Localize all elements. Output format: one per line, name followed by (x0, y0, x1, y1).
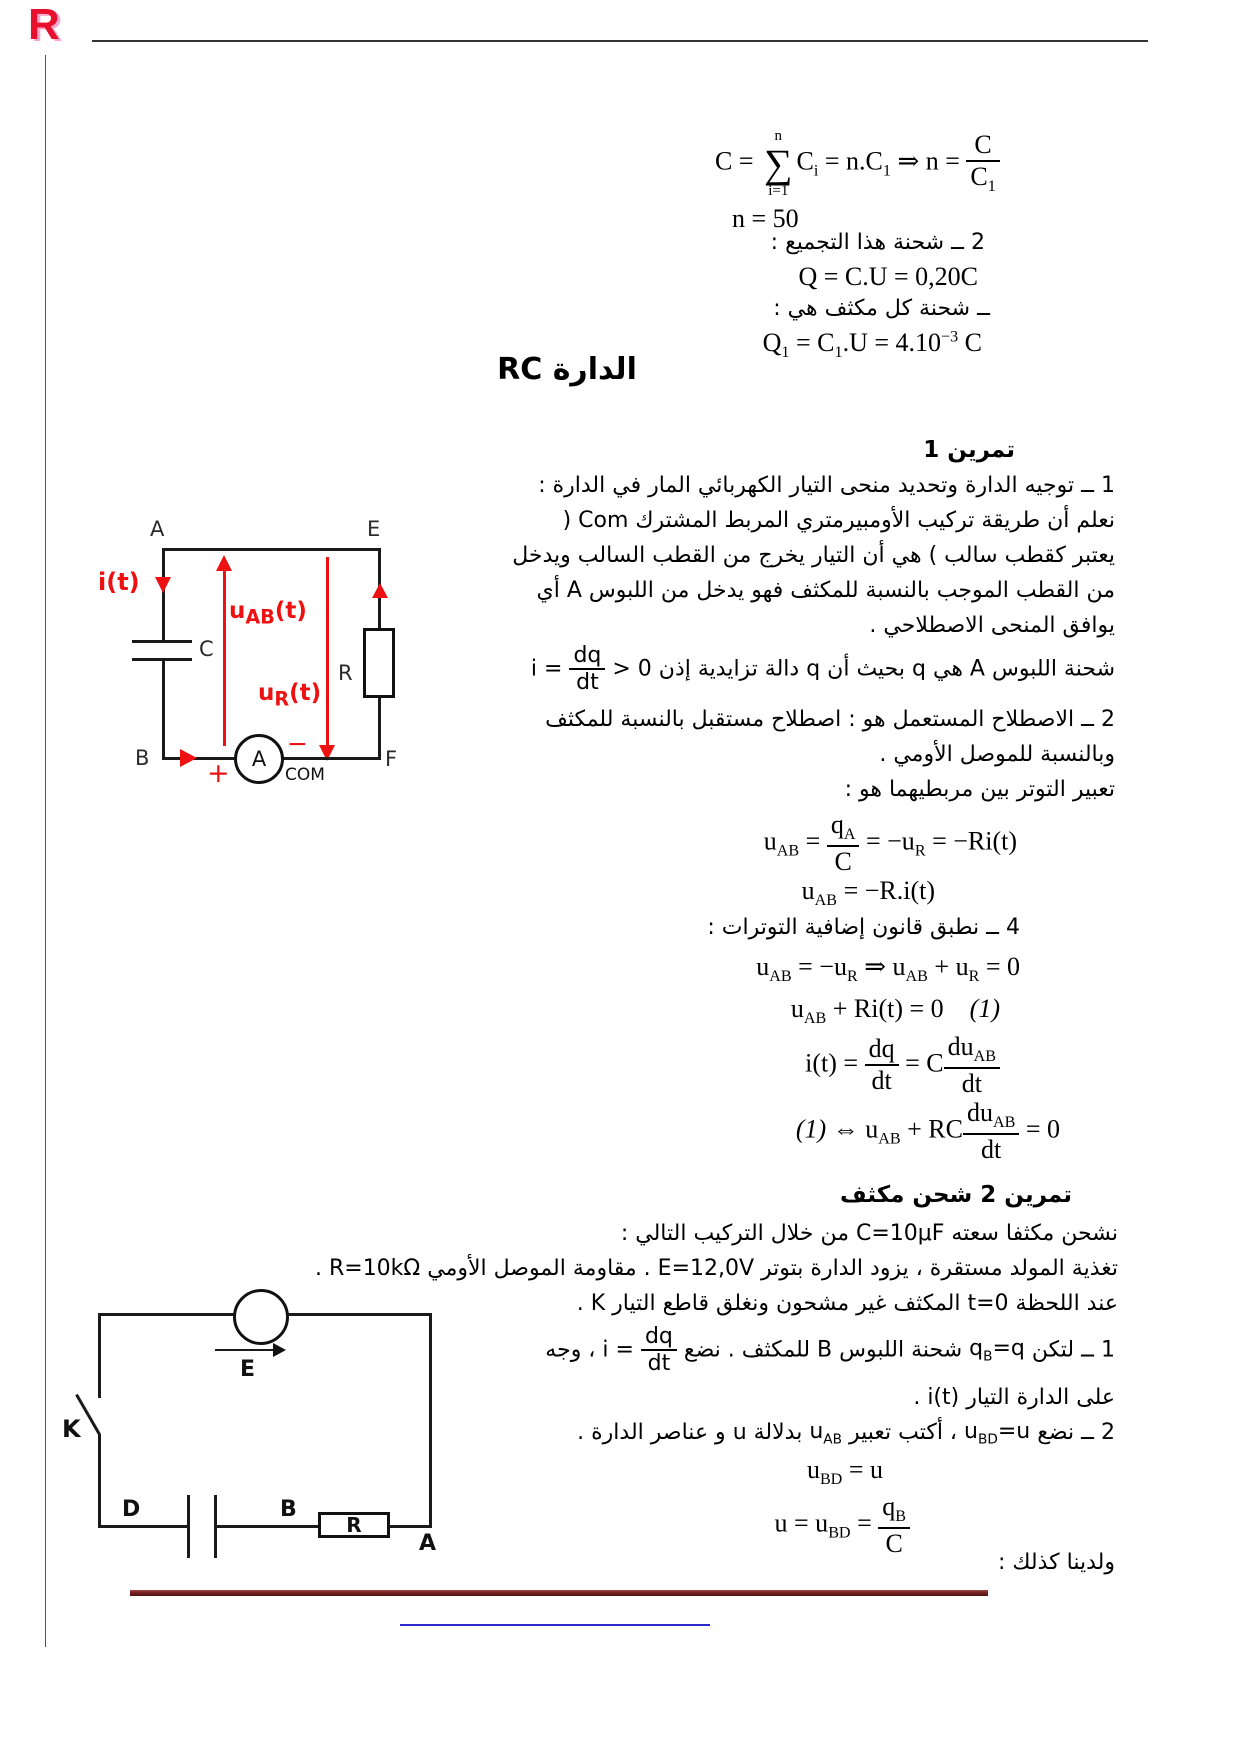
exercise1-paragraph2: 2 ــ الاصطلاح المستعمل هو : اصطلاح مستقبل بالنسبة للمكثف وبالنسبة للموصل الأومي . تعبير التوتر بين مربطيهما هو : (545, 707, 1115, 802)
ur-voltage-label: $u_R(t)$ (258, 680, 322, 711)
label-voltage-law: 4 ــ نطبق قانون إضافية التوترات : (707, 915, 1020, 940)
exercise1-paragraph1: 1 ــ توجيه الدارة وتحديد منحى التيار الكهربائي المار في الدارة : نعلم أن طريقة تركيب الأومبيرمتري المربط المشترك Com ( يعتبر كقطب سالب ) هي أن التيار يخرج من القطب السالب ويدخل من القطب الموجب بالنسبة للمكثف فهو يدخل من اللبوس A أي يوافق المنحى الاصطلاحي . (512, 473, 1115, 638)
resistor-box (363, 628, 395, 698)
ammeter (234, 734, 284, 784)
generator-circle (233, 1289, 289, 1345)
uab-voltage-label: $u_{AB}(t)$ (229, 598, 307, 629)
node-b-label: B (135, 746, 150, 770)
exercise2-question1-line2: على الدارة التيار i(t) . (913, 1385, 1115, 1410)
resistor-label: R (346, 1513, 362, 1537)
wire-left-upper (98, 1313, 101, 1398)
formula-total-charge: Q = C.U = 0,20C (798, 262, 978, 291)
formula-law-2: $u_{AB} + Ri(t) = 0$ (1) (790, 994, 1000, 1028)
ammeter-plus-label: + (207, 758, 230, 789)
left-margin-rule (45, 55, 46, 1647)
uab-arrowhead-up-icon (216, 555, 232, 571)
formula-ubd: $u_{BD} = u$ (806, 1455, 883, 1489)
formula-current: i(t) = $\frac{dq}{dt}$ = C $\frac{du_{AB}}{dt}$ (805, 1032, 1000, 1099)
wire-bottom-1 (98, 1525, 190, 1528)
formula-uab-2: $u_{AB} = -R.i(t)$ (801, 876, 935, 910)
switch-label: K (62, 1415, 81, 1443)
formula-each-charge: $Q_1 = C_1.U = 4.10^{-3}$ C (762, 328, 982, 362)
generator-arrow-line (215, 1349, 275, 1351)
ammeter-com-label: COM (285, 765, 325, 785)
page-title: الدارة RC (497, 352, 637, 387)
ur-arrow-line (326, 557, 329, 745)
current-arrow-label: i(t) (98, 568, 140, 596)
wire-bottom-3 (390, 1525, 432, 1528)
generator-label: E (240, 1357, 256, 1382)
current-arrowhead-right-icon (180, 749, 197, 767)
wire-right-lower (378, 698, 381, 759)
formula-n-value: n = 50 (732, 204, 799, 233)
node-f-label: F (385, 747, 398, 771)
wire-bottom-2 (217, 1525, 318, 1528)
label-each-capacitor-charge: ــ شحنة كل مكثف هي : (773, 296, 990, 321)
node-b-label: B (280, 1497, 297, 1522)
wire-right (429, 1313, 432, 1528)
node-d-label: D (122, 1497, 141, 1522)
capacitor-plate-left (187, 1495, 190, 1558)
header-rule (92, 40, 1148, 42)
formula-final-ode: (1) ⇔ $u_{AB}$ + RC $\frac{du_{AB}}{dt}$ = 0 (795, 1098, 1060, 1164)
uab-arrow-line (223, 570, 226, 746)
ammeter-label: A (251, 747, 267, 771)
generator-arrowhead-right-icon (273, 1343, 286, 1357)
wire-top (162, 548, 381, 551)
exercise1-heading: تمرين 1 (923, 437, 1015, 463)
footer-blue-rule (400, 1624, 710, 1626)
wire-left-upper (162, 548, 165, 640)
capacitor-plate-top (132, 640, 192, 643)
right-branch-arrowhead-up-icon (372, 583, 388, 598)
node-a-label: A (419, 1531, 437, 1556)
ammeter-minus-label: − (287, 729, 308, 758)
exercise2-question1-line1: 1 ــ لتكن $q_B=q$ شحنة اللبوس B للمكثف . نضع i = $\frac{dq}{dt}$ ، وجه (545, 1324, 1115, 1377)
wire-left-lower (162, 661, 165, 757)
formula-u-qb: $u = u_{BD}$ = $\frac{q_B}{C}$ (775, 1492, 910, 1559)
capacitor-label: C (199, 637, 214, 661)
current-arrowhead-down-icon (155, 577, 171, 593)
footer-maroon-rule (130, 1590, 988, 1596)
exercise2-paragraph1: نشحن مكثفا سعته C=10μF من خلال التركيب التالي : تغذية المولد مستقرة ، يزود الدارة بتوتر E=12,0V . مقاومة الموصل الأومي R=10kΩ . عند اللحظة t=0 المكثف غير مشحون ونغلق قاطع التيار K . (314, 1221, 1118, 1316)
node-a-label: A (150, 517, 165, 541)
circuit-diagram-1 (95, 515, 398, 805)
circuit-diagram-2 (60, 1285, 440, 1575)
wire-left-lower (98, 1434, 101, 1528)
exercise2-heading: تمرين 2 شحن مكثف (839, 1182, 1072, 1208)
exercise1-charge-line: شحنة اللبوس A هي q بحيث أن q دالة تزايدية إذن i = $\frac{dq}{dt}$ > 0 (530, 643, 1115, 696)
resistor-label: R (338, 661, 353, 685)
formula-capacitor-sum: C = n ∑ i=1 $C_i = n.C_1$ ⇒ n = $\frac{C}{C_1}$ (715, 128, 1000, 199)
exercise2-question2-line: 2 ــ نضع $u_{BD}=u$ ، أكتب تعبير $u_{AB}$ بدلالة u و عناصر الدارة . (577, 1419, 1115, 1448)
label-assembly-charge: 2 ــ شحنة هذا التجميع : (770, 230, 985, 255)
site-logo-r: R (28, 0, 60, 49)
label-also-have: ولدينا كذلك : (997, 1550, 1115, 1575)
node-e-label: E (367, 517, 381, 541)
formula-law-1: $u_{AB} = -u_R$ ⇒ $u_{AB} + u_R = 0$ (756, 952, 1020, 986)
resistor-box (318, 1512, 390, 1538)
formula-uab-1: $u_{AB}$ = $\frac{q_A}{C}$ = $-u_R = -Ri(t)$ (763, 810, 1017, 876)
